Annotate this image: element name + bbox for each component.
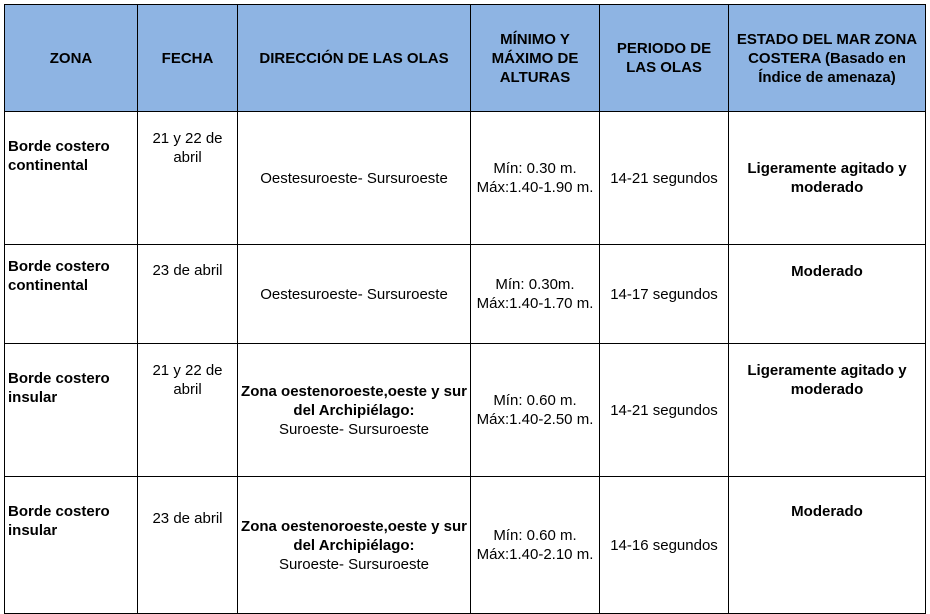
- sea-state-table: [4, 4, 926, 614]
- cell-estado: Ligeramente agitado y moderado: [729, 112, 926, 245]
- direccion-zone-label: Zona oestenoroeste,oeste y sur del Archipiélago:: [241, 382, 467, 419]
- cell-direccion: [238, 344, 471, 477]
- cell-fecha: 23 de abril: [138, 477, 238, 614]
- cell-fecha: 21 y 22 de abril: [138, 344, 238, 477]
- cell-alturas: Mín: 0.60 m. Máx:1.40-2.50 m.: [471, 344, 600, 477]
- cell-estado: Moderado: [729, 477, 926, 614]
- cell-direccion: [238, 477, 471, 614]
- cell-alturas: Mín: 0.60 m. Máx:1.40-2.10 m.: [471, 477, 600, 614]
- direccion-value: Suroeste- Sursuroeste: [278, 555, 430, 573]
- header-fecha: FECHA: [138, 5, 238, 112]
- table-row: [5, 112, 926, 245]
- header-estado: ESTADO DEL MAR ZONA COSTERA (Basado en Índice de amenaza): [729, 5, 926, 112]
- direccion-value: Oestesuroeste- Sursuroeste: [260, 285, 448, 303]
- header-alturas: MÍNIMO Y MÁXIMO DE ALTURAS: [471, 5, 600, 112]
- cell-zona: Borde costero insular: [5, 477, 138, 614]
- cell-estado: Moderado: [729, 245, 926, 344]
- cell-alturas: Mín: 0.30m. Máx:1.40-1.70 m.: [471, 245, 600, 344]
- table-row: [5, 344, 926, 477]
- header-zona: ZONA: [5, 5, 138, 112]
- direccion-zone-label: Zona oestenoroeste,oeste y sur del Archipiélago:: [241, 517, 467, 554]
- cell-periodo: 14-21 segundos: [600, 112, 729, 245]
- cell-zona: Borde costero continental: [5, 245, 138, 344]
- header-periodo: PERIODO DE LAS OLAS: [600, 5, 729, 112]
- cell-periodo: 14-17 segundos: [600, 245, 729, 344]
- cell-zona: Borde costero continental: [5, 112, 138, 245]
- header-row: [5, 5, 926, 112]
- direccion-value: Oestesuroeste- Sursuroeste: [260, 169, 448, 187]
- cell-direccion: [238, 245, 471, 344]
- cell-zona: Borde costero insular: [5, 344, 138, 477]
- cell-fecha: 21 y 22 de abril: [138, 112, 238, 245]
- header-direccion: DIRECCIÓN DE LAS OLAS: [238, 5, 471, 112]
- direccion-value: Suroeste- Sursuroeste: [278, 420, 430, 438]
- table-row: [5, 245, 926, 344]
- cell-periodo: 14-21 segundos: [600, 344, 729, 477]
- cell-estado: Ligeramente agitado y moderado: [729, 344, 926, 477]
- table-row: [5, 477, 926, 614]
- cell-periodo: 14-16 segundos: [600, 477, 729, 614]
- cell-fecha: 23 de abril: [138, 245, 238, 344]
- cell-direccion: [238, 112, 471, 245]
- cell-alturas: Mín: 0.30 m. Máx:1.40-1.90 m.: [471, 112, 600, 245]
